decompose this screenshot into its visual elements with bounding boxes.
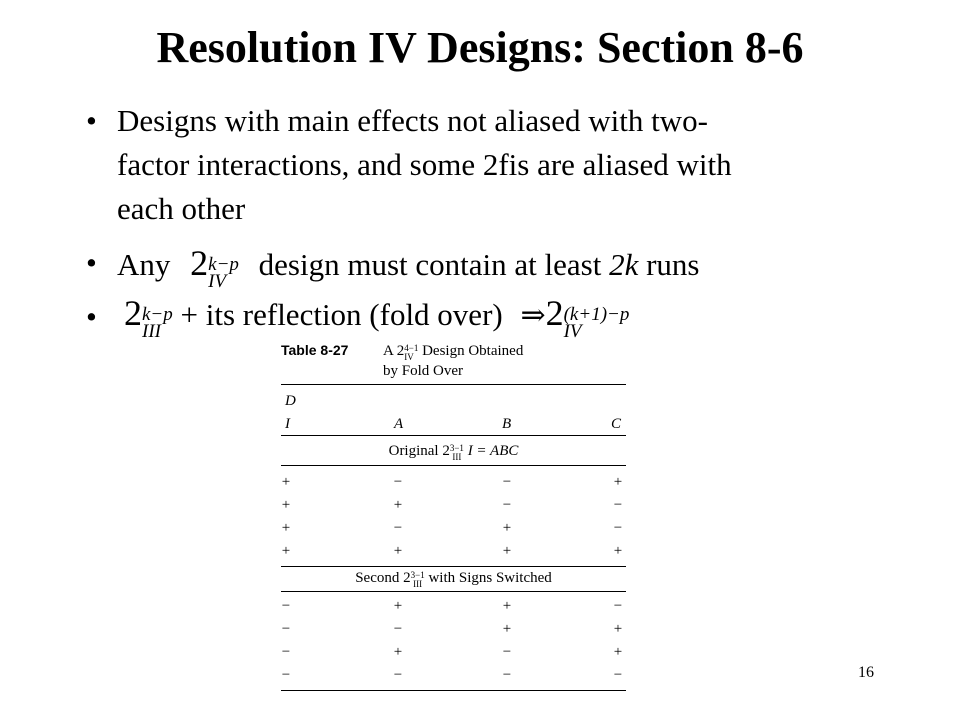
table-cell: + — [613, 543, 623, 559]
bullet-2-text: design must contain at least — [258, 247, 602, 282]
table-cell: + — [393, 644, 403, 660]
table-cell: − — [393, 474, 403, 490]
table-cell: − — [613, 598, 623, 614]
bullet-2-suffix: runs — [646, 247, 700, 282]
slide-title: Resolution IV Designs: Section 8-6 — [156, 23, 804, 72]
table-cell: − — [281, 667, 291, 683]
bullet-3 — [124, 294, 629, 340]
bullet-2-prefix: Any — [117, 247, 171, 282]
caption-post: Design Obtained — [422, 343, 524, 359]
table-cell: − — [502, 497, 512, 513]
table-rule-top — [281, 384, 626, 385]
result-notation — [545, 293, 630, 342]
column-header-b: B — [502, 416, 512, 432]
column-header-i: I — [285, 416, 290, 432]
table-rule — [281, 566, 626, 567]
table-caption-label: Table 8-27 — [281, 342, 349, 358]
design-notation — [190, 243, 239, 292]
table-cell: − — [502, 644, 512, 660]
math-sup: (k+1)−p — [563, 304, 630, 325]
table-cell: + — [502, 543, 512, 559]
table-cell: + — [393, 598, 403, 614]
table-cell: + — [281, 474, 291, 490]
table-cell: + — [502, 520, 512, 536]
math-sub: III — [142, 321, 161, 342]
bullet-1-line-3: each other — [117, 191, 246, 226]
table-caption — [383, 342, 523, 381]
section-pre: Second 2 — [355, 570, 411, 586]
math-sup: k−p — [208, 254, 239, 275]
math-base: 2 — [545, 293, 564, 333]
table-cell: + — [281, 543, 291, 559]
section-post: I = ABC — [467, 443, 519, 459]
design-notation-iii — [124, 293, 173, 342]
table-cell: − — [393, 621, 403, 637]
section-sup: 3−1 — [410, 570, 425, 580]
math-sup: k−p — [142, 304, 173, 325]
bullet-1-line-2: factor interactions, and some 2fis are aliased with — [117, 147, 732, 182]
section-switched — [281, 568, 626, 589]
bullet-2-italic: 2k — [609, 247, 639, 282]
table-cell: + — [613, 621, 623, 637]
table-cell: − — [613, 667, 623, 683]
table-cell: + — [613, 474, 623, 490]
bullet-dot-1: • — [86, 103, 97, 138]
bullet-3-text: + its reflection (fold over) — [180, 297, 503, 332]
column-header-d: D — [285, 393, 296, 409]
table-cell: − — [502, 667, 512, 683]
table-cell: − — [281, 598, 291, 614]
table-cell: + — [281, 497, 291, 513]
caption-line-2: by Fold Over — [383, 363, 463, 379]
section-sub: III — [452, 452, 462, 462]
section-sup: 3−1 — [449, 443, 464, 453]
table-cell: − — [613, 520, 623, 536]
bullet-1-line-1: Designs with main effects not aliased with two- — [117, 103, 708, 138]
table-rule — [281, 591, 626, 592]
math-sub: IV — [208, 271, 227, 292]
math-base: 2 — [124, 293, 142, 333]
table-rule — [281, 465, 626, 466]
section-pre: Original 2 — [388, 443, 450, 459]
column-header-a: A — [394, 416, 404, 432]
implies-arrow-icon: ⇒ — [520, 299, 546, 332]
table-rule-bottom — [281, 690, 626, 691]
caption-sup: 4−1 — [404, 343, 419, 353]
table-cell: − — [281, 644, 291, 660]
column-header-c: C — [611, 416, 622, 432]
table-cell: − — [281, 621, 291, 637]
bullet-dot-3: • — [86, 299, 97, 334]
section-post: with Signs Switched — [428, 570, 552, 586]
table-cell: + — [393, 497, 403, 513]
bullet-2 — [117, 244, 699, 290]
table-cell: + — [613, 644, 623, 660]
bullet-dot-2: • — [86, 245, 97, 280]
table-cell: − — [393, 667, 403, 683]
math-base: 2 — [190, 243, 209, 283]
math-sub: IV — [563, 321, 582, 342]
section-original — [281, 441, 626, 462]
caption-pre: A 2 — [383, 343, 405, 359]
table-cell: + — [502, 621, 512, 637]
table-cell: + — [502, 598, 512, 614]
table-cell: + — [281, 520, 291, 536]
table-cell: + — [393, 543, 403, 559]
table-cell: − — [613, 497, 623, 513]
table-cell: − — [393, 520, 403, 536]
section-sub: III — [413, 579, 423, 589]
table-rule — [281, 435, 626, 436]
page-number: 16 — [858, 664, 874, 681]
caption-sub: IV — [404, 352, 414, 362]
table-cell: − — [502, 474, 512, 490]
